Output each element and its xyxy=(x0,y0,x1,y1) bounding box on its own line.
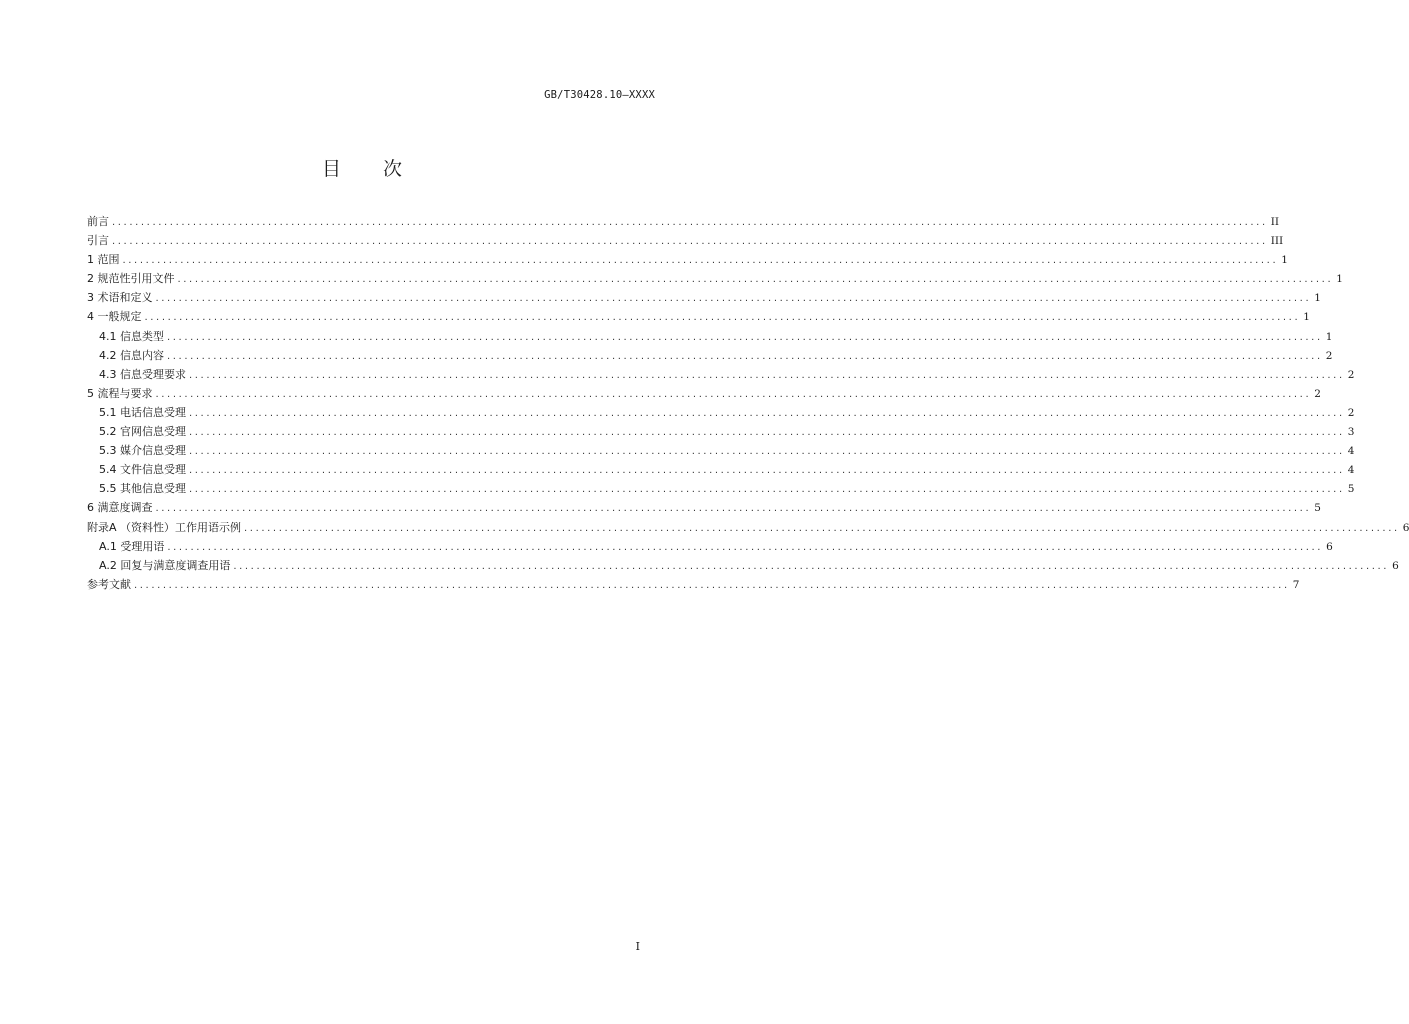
toc-entry[interactable] xyxy=(87,269,1343,288)
toc-entry[interactable] xyxy=(87,556,1399,575)
toc-entry-page: 6 xyxy=(1326,540,1333,553)
toc-entry-label: 4 一般规定 xyxy=(87,310,142,324)
toc-entry-label: 参考文献 xyxy=(87,577,131,591)
toc-entry-label: 5.2 官网信息受理 xyxy=(99,425,186,439)
toc-entry[interactable] xyxy=(87,384,1321,403)
toc-leader-dots: ........................................................................................................................................................................................................ xyxy=(144,312,1301,324)
toc-entry[interactable] xyxy=(87,422,1355,441)
page-title xyxy=(0,154,724,181)
toc-leader-dots: ........................................................................................................................................................................................................ xyxy=(112,217,1268,228)
toc-entry-page: 4 xyxy=(1347,445,1355,458)
toc-entry-page: 1 xyxy=(1303,311,1310,324)
toc-entry-page: 1 xyxy=(1281,254,1288,267)
toc-leader-dots: ........................................................................................................................................................................................................ xyxy=(189,407,1345,419)
toc-entry-page: 5 xyxy=(1314,502,1321,515)
title-char-left: 目 xyxy=(321,158,341,180)
toc-entry-page: 2 xyxy=(1325,349,1333,362)
toc-entry-label: 5.3 媒介信息受理 xyxy=(99,444,186,458)
toc-entry-page: III xyxy=(1270,235,1284,248)
toc-leader-dots: ........................................................................................................................................................................................................ xyxy=(167,350,1323,362)
toc-leader-dots: ........................................................................................................................................................................................................ xyxy=(112,236,1268,248)
toc-entry-label: 5.5 其他信息受理 xyxy=(99,482,186,496)
toc-entry[interactable] xyxy=(87,403,1355,422)
toc-leader-dots: ........................................................................................................................................................................................................ xyxy=(189,427,1345,439)
toc-entry-page: 1 xyxy=(1325,330,1333,343)
toc-entry[interactable] xyxy=(87,231,1284,250)
toc-entry[interactable] xyxy=(87,346,1333,365)
toc-leader-dots: ........................................................................................................................................................................................................ xyxy=(155,293,1312,305)
toc-leader-dots: ........................................................................................................................................................................................................ xyxy=(189,446,1345,458)
table-of-contents xyxy=(87,212,1409,594)
toc-entry[interactable] xyxy=(87,307,1310,326)
toc-entry-label: A.2 回复与满意度调查用语 xyxy=(99,558,231,572)
toc-entry[interactable] xyxy=(87,212,1280,231)
toc-entry-page: 2 xyxy=(1347,368,1355,381)
toc-entry-page: II xyxy=(1270,216,1280,228)
toc-entry-label: 1 范围 xyxy=(87,253,120,267)
toc-entry[interactable] xyxy=(87,498,1321,517)
toc-leader-dots: ........................................................................................................................................................................................................ xyxy=(155,503,1312,515)
toc-entry-label: A.1 受理用语 xyxy=(99,539,165,553)
toc-entry-page: 1 xyxy=(1314,292,1321,305)
toc-entry[interactable] xyxy=(87,575,1300,594)
toc-leader-dots: ........................................................................................................................................................................................................ xyxy=(134,579,1290,591)
toc-leader-dots: ........................................................................................................................................................................................................ xyxy=(177,274,1334,286)
toc-entry-page: 2 xyxy=(1314,387,1321,400)
toc-entry-page: 6 xyxy=(1392,559,1399,572)
toc-entry-label: 4.2 信息内容 xyxy=(99,348,164,362)
toc-leader-dots: ........................................................................................................................................................................................................ xyxy=(189,484,1345,496)
toc-entry-label: 4.1 信息类型 xyxy=(99,329,164,343)
toc-entry-label: 引言 xyxy=(87,234,109,248)
toc-entry-label: 5.1 电话信息受理 xyxy=(99,405,186,419)
toc-leader-dots: ........................................................................................................................................................................................................ xyxy=(189,369,1345,381)
toc-leader-dots: ........................................................................................................................................................................................................ xyxy=(122,255,1279,267)
toc-leader-dots: ........................................................................................................................................................................................................ xyxy=(167,331,1323,343)
toc-entry-page: 7 xyxy=(1292,578,1300,591)
toc-entry-page: 5 xyxy=(1347,483,1355,496)
toc-leader-dots: ........................................................................................................................................................................................................ xyxy=(155,388,1312,400)
title-char-right: 次 xyxy=(383,158,403,180)
toc-entry-page: 6 xyxy=(1402,521,1409,534)
toc-leader-dots: ........................................................................................................................................................................................................ xyxy=(167,541,1324,553)
toc-entry-label: 4.3 信息受理要求 xyxy=(99,367,186,381)
toc-leader-dots: ........................................................................................................................................................................................................ xyxy=(233,560,1390,572)
document-code: GB/T30428.10—XXXX xyxy=(544,89,655,101)
toc-entry-page: 4 xyxy=(1347,464,1355,477)
toc-entry[interactable] xyxy=(87,250,1288,269)
toc-entry-label: 3 术语和定义 xyxy=(87,291,153,305)
toc-entry-label: 6 满意度调查 xyxy=(87,501,153,515)
toc-entry-page: 1 xyxy=(1336,273,1343,286)
toc-entry-label: 5.4 文件信息受理 xyxy=(99,463,186,477)
toc-entry[interactable] xyxy=(87,479,1355,498)
toc-entry[interactable] xyxy=(87,460,1355,479)
toc-entry-label: 附录A （资料性）工作用语示例 xyxy=(87,520,242,534)
toc-entry-label: 前言 xyxy=(87,215,109,228)
toc-entry[interactable] xyxy=(87,365,1355,384)
toc-entry[interactable] xyxy=(87,518,1409,537)
toc-entry-page: 3 xyxy=(1347,426,1355,439)
toc-entry[interactable] xyxy=(87,288,1321,307)
toc-entry-page: 2 xyxy=(1347,406,1355,419)
toc-entry[interactable] xyxy=(87,441,1355,460)
toc-entry-label: 5 流程与要求 xyxy=(87,386,153,400)
toc-entry[interactable] xyxy=(87,537,1333,556)
toc-leader-dots: ........................................................................................................................................................................................................ xyxy=(189,465,1345,477)
footer-page-number: I xyxy=(635,940,640,953)
toc-leader-dots: ........................................................................................................................................................................................................ xyxy=(244,522,1400,534)
toc-entry-label: 2 规范性引用文件 xyxy=(87,272,175,286)
toc-entry[interactable] xyxy=(87,327,1333,346)
